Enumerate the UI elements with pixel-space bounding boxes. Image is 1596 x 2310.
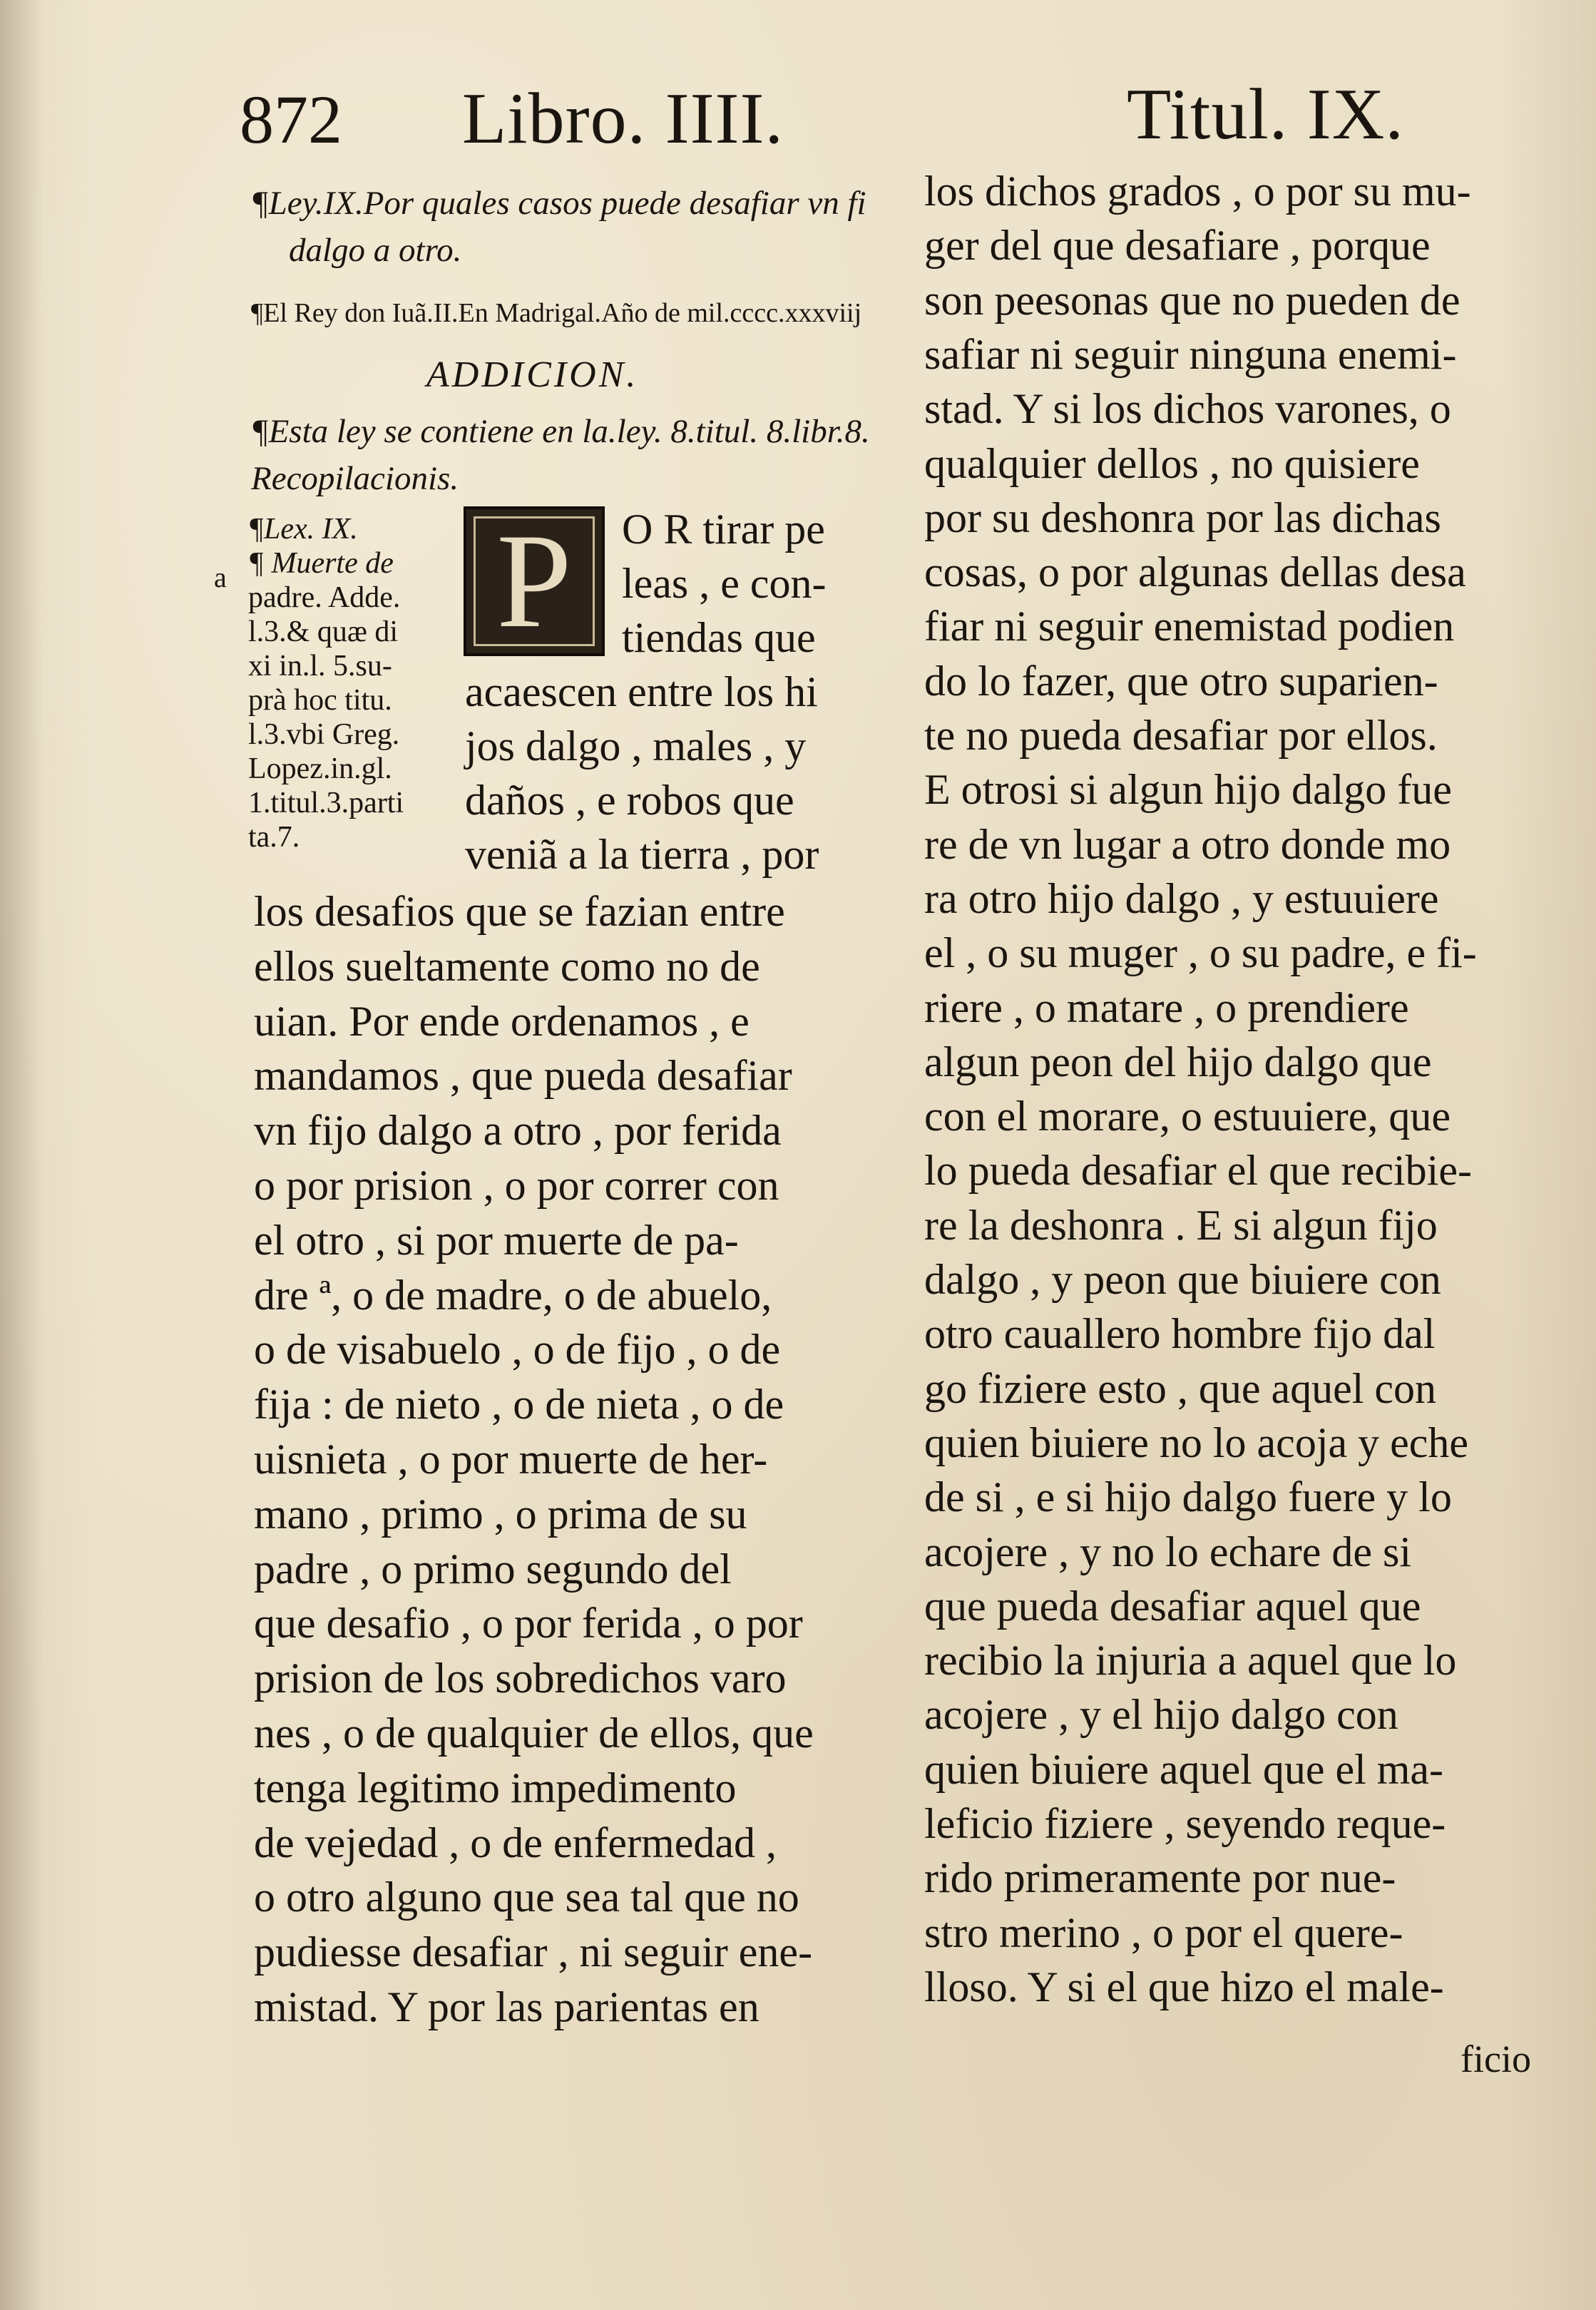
text-line: safiar ni seguir ninguna enemi- bbox=[924, 330, 1457, 378]
text-line: tenga legitimo impedimento bbox=[254, 1764, 737, 1811]
side-note-line: padre. Adde. bbox=[248, 581, 401, 614]
running-head-libro: Libro. IIII. bbox=[462, 78, 784, 159]
text-line: dre ª, o de madre, o de abuelo, bbox=[254, 1271, 772, 1319]
ley-heading-line-1: ¶Ley.IX.Por quales casos puede desafiar vn fi bbox=[251, 185, 866, 222]
text-line: ra otro hijo dalgo , y estuuiere bbox=[924, 874, 1439, 922]
text-line: o de visabuelo , o de fijo , o de bbox=[254, 1326, 781, 1374]
text-line: que pueda desafiar aquel que bbox=[924, 1582, 1421, 1630]
text-line: que desafio , o por ferida , o por bbox=[254, 1600, 803, 1647]
text-line: acojere , y no lo echare de si bbox=[924, 1528, 1411, 1575]
text-line: O R tirar pe bbox=[622, 506, 825, 553]
text-line: veniã a la tierra , por bbox=[465, 831, 819, 878]
text-line: re de vn lugar a otro donde mo bbox=[924, 820, 1451, 868]
rey-attribution: ¶El Rey don Iuã.II.En Madrigal.Año de mil.cccc.xxxviij bbox=[251, 298, 862, 328]
text-line: otro cauallero hombre fijo dal bbox=[924, 1310, 1436, 1358]
text-line: son peesonas que no pueden de bbox=[924, 276, 1461, 324]
text-line: riere , o matare , o prendiere bbox=[924, 983, 1409, 1031]
text-line: mandamos , que pueda desafiar bbox=[254, 1052, 792, 1100]
text-line: recibio la injuria a aquel que lo bbox=[924, 1637, 1457, 1685]
side-note-line: Lopez.in.gl. bbox=[248, 752, 392, 785]
text-line: mistad. Y por las parientas en bbox=[254, 1983, 759, 2030]
side-note-line: 1.titul.3.parti bbox=[248, 787, 404, 819]
text-line: o por prision , o por correr con bbox=[254, 1162, 779, 1209]
text-line: fiar ni seguir enemistad podien bbox=[924, 603, 1455, 650]
text-line: daños , e robos que bbox=[465, 777, 794, 824]
text-line: leas , e con- bbox=[622, 560, 827, 607]
page-number: 872 bbox=[240, 81, 342, 158]
text-line: o otro alguno que sea tal que no bbox=[254, 1874, 799, 1921]
drop-cap-letter: P bbox=[496, 506, 572, 656]
text-line: quien biuiere aquel que el ma- bbox=[924, 1745, 1444, 1793]
side-note-line: ta.7. bbox=[248, 821, 300, 854]
text-line: quien biuiere no lo acoja y eche bbox=[924, 1419, 1469, 1466]
side-notes bbox=[248, 512, 435, 854]
catchword: ficio bbox=[1461, 2038, 1531, 2080]
ley-heading-line-2: dalgo a otro. bbox=[289, 232, 462, 269]
side-note-line: l.3.& quæ di bbox=[248, 615, 399, 648]
text-line: uian. Por ende ordenamos , e bbox=[254, 997, 750, 1045]
text-line: ger del que desafiare , porque bbox=[924, 222, 1431, 270]
side-note-line: ¶ Muerte de bbox=[248, 547, 394, 580]
text-line: dalgo , y peon que biuiere con bbox=[924, 1256, 1441, 1303]
text-line: vn fijo dalgo a otro , por ferida bbox=[254, 1107, 782, 1155]
text-line: go fiziere esto , que aquel con bbox=[924, 1364, 1437, 1412]
text-line: cosas, o por algunas dellas desa bbox=[924, 548, 1466, 596]
text-line: te no pueda desafiar por ellos. bbox=[924, 712, 1438, 759]
text-line: lo pueda desafiar el que recibie- bbox=[924, 1147, 1472, 1195]
text-line: con el morare, o estuuiere, que bbox=[924, 1093, 1451, 1140]
text-line: stad. Y si los dichos varones, o bbox=[924, 385, 1451, 433]
text-line: tiendas que bbox=[622, 614, 816, 661]
text-line: jos dalgo , males , y bbox=[465, 722, 807, 770]
text-line: qualquier dellos , no quisiere bbox=[924, 439, 1420, 487]
side-note-line: xi in.l. 5.su- bbox=[248, 650, 392, 683]
text-line: fija : de nieto , o de nieta , o de bbox=[254, 1381, 784, 1429]
text-line: leficio fiziere , seyendo reque- bbox=[924, 1800, 1446, 1847]
text-line: uisnieta , o por muerte de her- bbox=[254, 1436, 768, 1483]
text-line: los desafios que se fazian entre bbox=[254, 888, 785, 935]
text-line: mano , primo , o prima de su bbox=[254, 1490, 747, 1538]
text-line: padre , o primo segundo del bbox=[254, 1545, 732, 1593]
esta-ley-line-2: Recopilacionis. bbox=[251, 460, 459, 497]
side-note-line: ¶Lex. IX. bbox=[248, 513, 358, 546]
text-line: pudiesse desafiar , ni seguir ene- bbox=[254, 1928, 813, 1976]
text-line: acojere , y el hijo dalgo con bbox=[924, 1691, 1398, 1739]
note-marker: a bbox=[214, 561, 227, 593]
text-line: acaescen entre los hi bbox=[465, 668, 818, 715]
side-note-line: l.3.vbi Greg. bbox=[248, 718, 400, 751]
text-line: lloso. Y si el que hizo el male- bbox=[924, 1963, 1444, 2010]
text-line: nes , o de qualquier de ellos, que bbox=[254, 1709, 814, 1757]
text-line: el , o su muger , o su padre, e fi- bbox=[924, 929, 1477, 977]
text-line: por su deshonra por las dichas bbox=[924, 494, 1441, 541]
text-line: E otrosi si algun hijo dalgo fue bbox=[924, 766, 1452, 814]
text-line: do lo fazer, que otro suparien- bbox=[924, 657, 1438, 705]
text-line: stro merino , o por el quere- bbox=[924, 1908, 1403, 1956]
esta-ley-line-1: ¶Esta ley se contiene en la.ley. 8.titul. 8.libr.8. bbox=[251, 413, 870, 450]
text-line: ellos sueltamente como no de bbox=[254, 942, 760, 990]
drop-cap bbox=[464, 506, 605, 656]
text-line: de si , e si hijo dalgo fuere y lo bbox=[924, 1473, 1452, 1521]
running-head-titul: Titul. IX. bbox=[1127, 74, 1404, 155]
text-line: rido primeramente por nue- bbox=[924, 1854, 1396, 1902]
text-line: el otro , si por muerte de pa- bbox=[254, 1216, 739, 1264]
text-line: prision de los sobredichos varo bbox=[254, 1655, 787, 1702]
text-line: re la deshonra . E si algun fijo bbox=[924, 1201, 1438, 1249]
addicion-heading: ADDICION. bbox=[426, 354, 639, 395]
text-line: algun peon del hijo dalgo que bbox=[924, 1038, 1432, 1085]
text-line: de vejedad , o de enfermedad , bbox=[254, 1819, 777, 1866]
gutter-shadow bbox=[0, 0, 43, 2310]
text-line: los dichos grados , o por su mu- bbox=[924, 168, 1471, 215]
side-note-line: prà hoc titu. bbox=[248, 684, 392, 717]
